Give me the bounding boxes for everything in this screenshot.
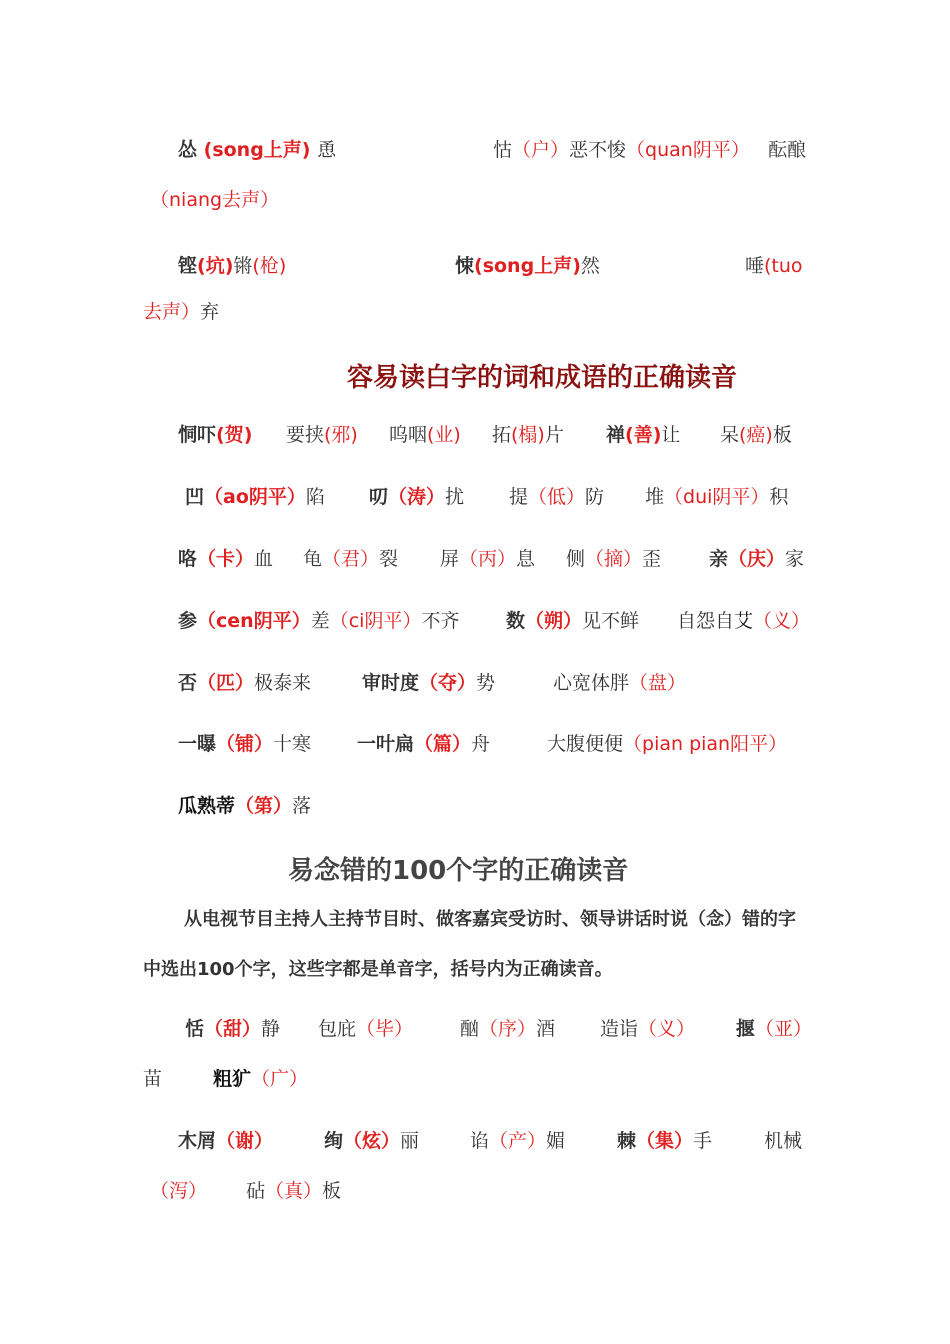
section-title-1: 容易读白字的词和成语的正确读音: [347, 363, 738, 393]
section-title-2: 易念错的100个字的正确读音: [288, 856, 629, 886]
word-entry: [617, 1129, 712, 1153]
word-entry: [143, 1067, 162, 1091]
pronunciation-hint: （炫）: [343, 1130, 401, 1152]
word-text: 极泰来: [254, 672, 312, 694]
word-text: 十寒: [273, 733, 312, 755]
word-text: 积: [769, 486, 789, 508]
word-text: 棘: [617, 1130, 637, 1152]
word-entry: [178, 732, 311, 756]
word-text: 心宽体胖: [553, 672, 630, 694]
pronunciation-hint: （ao阴平）: [204, 486, 306, 508]
word-text: 审时度: [362, 672, 420, 694]
pronunciation-hint: （朔）: [525, 610, 583, 632]
pronunciation-hint: （庆）: [728, 548, 786, 570]
pronunciation-hint: （真）: [265, 1180, 323, 1202]
pronunciation-hint: （摘）: [585, 548, 643, 570]
word-entry: [455, 254, 600, 278]
word-entry: [547, 732, 787, 756]
word-text: 木屑: [178, 1130, 217, 1152]
pronunciation-hint: (tuo: [764, 255, 803, 277]
word-entry: [143, 300, 219, 324]
word-text: 咯: [178, 548, 198, 570]
word-entry: [303, 547, 398, 571]
word-entry: [286, 423, 358, 447]
pronunciation-hint: (业): [427, 424, 461, 446]
pronunciation-hint: (榻): [511, 424, 545, 446]
pronunciation-hint: （低）: [528, 486, 586, 508]
pronunciation-hint: （pian pian阳平）: [623, 733, 788, 755]
pronunciation-hint: （亚）: [755, 1018, 813, 1040]
word-entry: [600, 1017, 695, 1041]
pronunciation-hint: （dui阴平）: [664, 486, 770, 508]
pronunciation-hint: 去声）: [143, 301, 201, 323]
word-entry: [709, 547, 804, 571]
word-text: 叨: [369, 486, 389, 508]
pronunciation-hint: （匹）: [197, 672, 255, 694]
word-text: 弃: [200, 301, 220, 323]
word-text: 造诣: [600, 1018, 639, 1040]
word-text: 铿: [178, 255, 198, 277]
word-text: 手: [693, 1130, 713, 1152]
word-text: 怂: [178, 139, 198, 161]
word-text: 要挟: [286, 424, 325, 446]
word-text: 龟: [303, 548, 323, 570]
word-text: 怙: [493, 139, 513, 161]
word-text: 不齐: [421, 610, 460, 632]
pronunciation-hint: （夺）: [419, 672, 477, 694]
word-entry: [440, 547, 535, 571]
word-text: 粗犷: [213, 1068, 252, 1090]
word-text: 裂: [379, 548, 399, 570]
word-entry: [736, 1017, 812, 1041]
word-text: 舟: [471, 733, 491, 755]
word-entry: [745, 254, 803, 278]
word-text: 自怨自: [677, 610, 735, 632]
word-entry: [213, 1067, 308, 1091]
pronunciation-hint: （毕）: [356, 1018, 414, 1040]
word-entry: [362, 671, 495, 695]
word-entry: [369, 485, 464, 509]
word-text: 堆: [645, 486, 665, 508]
word-text: 瓜熟蒂: [178, 795, 236, 817]
word-entry: [509, 485, 604, 509]
word-text: 屏: [440, 548, 460, 570]
word-text: 静: [261, 1018, 281, 1040]
word-text: 血: [254, 548, 274, 570]
pronunciation-hint: (邪): [324, 424, 358, 446]
word-text: 锵: [233, 255, 253, 277]
word-entry: [470, 1129, 565, 1153]
pronunciation-hint: （甜）: [204, 1018, 262, 1040]
word-entry: [178, 547, 273, 571]
pronunciation-hint: (song上声): [474, 255, 581, 277]
word-entry: [506, 609, 639, 633]
pronunciation-hint: （盘）: [629, 672, 687, 694]
word-text: 息: [516, 548, 536, 570]
word-text: 否: [178, 672, 198, 694]
word-entry: [178, 609, 459, 633]
pronunciation-hint: （产）: [489, 1130, 547, 1152]
word-text: 让: [661, 424, 681, 446]
word-text: 数: [506, 610, 526, 632]
word-entry: [645, 485, 788, 509]
pronunciation-hint: (贺): [216, 424, 253, 446]
word-text: 艾: [734, 610, 754, 632]
word-text: 酝酿: [768, 139, 807, 161]
word-entry: [178, 254, 286, 278]
pronunciation-hint: （户）: [512, 139, 570, 161]
word-text: 板: [772, 424, 792, 446]
word-text: 参: [178, 610, 198, 632]
word-text: 板: [322, 1180, 342, 1202]
word-text: 陷: [305, 486, 325, 508]
word-text: 见不鲜: [582, 610, 640, 632]
word-text: 揠: [736, 1018, 756, 1040]
pronunciation-hint: (坑): [197, 255, 234, 277]
word-entry: [150, 188, 279, 212]
word-text: 丽: [400, 1130, 420, 1152]
word-text: 谄: [470, 1130, 490, 1152]
word-text: 歪: [642, 548, 662, 570]
word-entry: [324, 1129, 419, 1153]
pronunciation-hint: （涛）: [388, 486, 446, 508]
word-text: 禅: [606, 424, 626, 446]
pronunciation-hint: （第）: [235, 795, 293, 817]
word-entry: [566, 547, 661, 571]
word-text: 侧: [566, 548, 586, 570]
word-text: 大腹便便: [547, 733, 624, 755]
pronunciation-hint: (善): [625, 424, 662, 446]
word-entry: [677, 609, 810, 633]
word-text: 砧: [246, 1180, 266, 1202]
word-text: 酗: [460, 1018, 480, 1040]
word-text: 然: [580, 255, 600, 277]
word-text: 凹: [185, 486, 205, 508]
word-entry: [178, 138, 336, 162]
word-text: 酒: [536, 1018, 556, 1040]
pronunciation-hint: （铺）: [216, 733, 274, 755]
word-text: 防: [585, 486, 605, 508]
word-text: 扰: [445, 486, 465, 508]
word-entry: [492, 423, 564, 447]
word-entry: [493, 138, 750, 162]
word-entry: [178, 671, 311, 695]
intro-line-1: 从电视节目主持人主持节目时、做客嘉宾受访时、领导讲话时说（念）错的字: [184, 909, 796, 930]
word-entry: [150, 1179, 207, 1203]
word-text: 一曝: [178, 733, 217, 755]
word-text: 亲: [709, 548, 729, 570]
word-text: 呜咽: [389, 424, 428, 446]
word-entry: [318, 1017, 413, 1041]
word-text: 恬: [185, 1018, 205, 1040]
pronunciation-hint: （niang去声）: [150, 189, 280, 211]
word-entry: [553, 671, 686, 695]
pronunciation-hint: （集）: [636, 1130, 694, 1152]
word-text: 拓: [492, 424, 512, 446]
pronunciation-hint: （义）: [753, 610, 811, 632]
word-entry: [178, 1129, 273, 1153]
word-entry: [185, 1017, 280, 1041]
word-text: 媚: [546, 1130, 566, 1152]
pronunciation-hint: （ci阴平）: [329, 610, 422, 632]
word-entry: [389, 423, 461, 447]
word-text: 呆: [720, 424, 740, 446]
word-text: 差: [310, 610, 330, 632]
word-text: 悚: [455, 255, 475, 277]
word-entry: [606, 423, 680, 447]
pronunciation-hint: (癌): [739, 424, 773, 446]
word-entry: [720, 423, 792, 447]
pronunciation-hint: （丙）: [459, 548, 517, 570]
pronunciation-hint: (枪): [252, 255, 287, 277]
word-entry: [768, 138, 806, 162]
word-text: 一叶扁: [357, 733, 415, 755]
word-entry: [460, 1017, 555, 1041]
word-entry: [764, 1129, 802, 1153]
pronunciation-hint: （序）: [479, 1018, 537, 1040]
word-text: 恫吓: [178, 424, 217, 446]
pronunciation-hint: （义）: [638, 1018, 696, 1040]
intro-line-2: 中选出100个字，这些字都是单音字，括号内为正确读音。: [143, 959, 613, 980]
word-text: 绚: [324, 1130, 344, 1152]
word-entry: [178, 794, 311, 818]
word-text: 落: [292, 795, 312, 817]
word-entry: [246, 1179, 341, 1203]
pronunciation-hint: （quan阴平）: [626, 139, 750, 161]
word-text: 势: [476, 672, 496, 694]
word-text: 恿: [317, 139, 337, 161]
word-text: 片: [544, 424, 564, 446]
pronunciation-hint: （篇）: [414, 733, 472, 755]
word-text: 提: [509, 486, 529, 508]
word-text: 唾: [745, 255, 765, 277]
pronunciation-hint: （泻）: [150, 1180, 208, 1202]
word-text: 机械: [764, 1130, 803, 1152]
pronunciation-hint: (song上声): [197, 139, 318, 161]
pronunciation-hint: （cen阴平）: [197, 610, 311, 632]
word-text: 恶不悛: [569, 139, 627, 161]
word-entry: [357, 732, 490, 756]
word-entry: [178, 423, 252, 447]
pronunciation-hint: （君）: [322, 548, 380, 570]
pronunciation-hint: （广）: [251, 1068, 309, 1090]
word-text: 家: [785, 548, 805, 570]
word-entry: [185, 485, 325, 509]
word-text: 包庇: [318, 1018, 357, 1040]
pronunciation-hint: （卡）: [197, 548, 255, 570]
word-text: 苗: [143, 1068, 163, 1090]
pronunciation-hint: （谢）: [216, 1130, 274, 1152]
